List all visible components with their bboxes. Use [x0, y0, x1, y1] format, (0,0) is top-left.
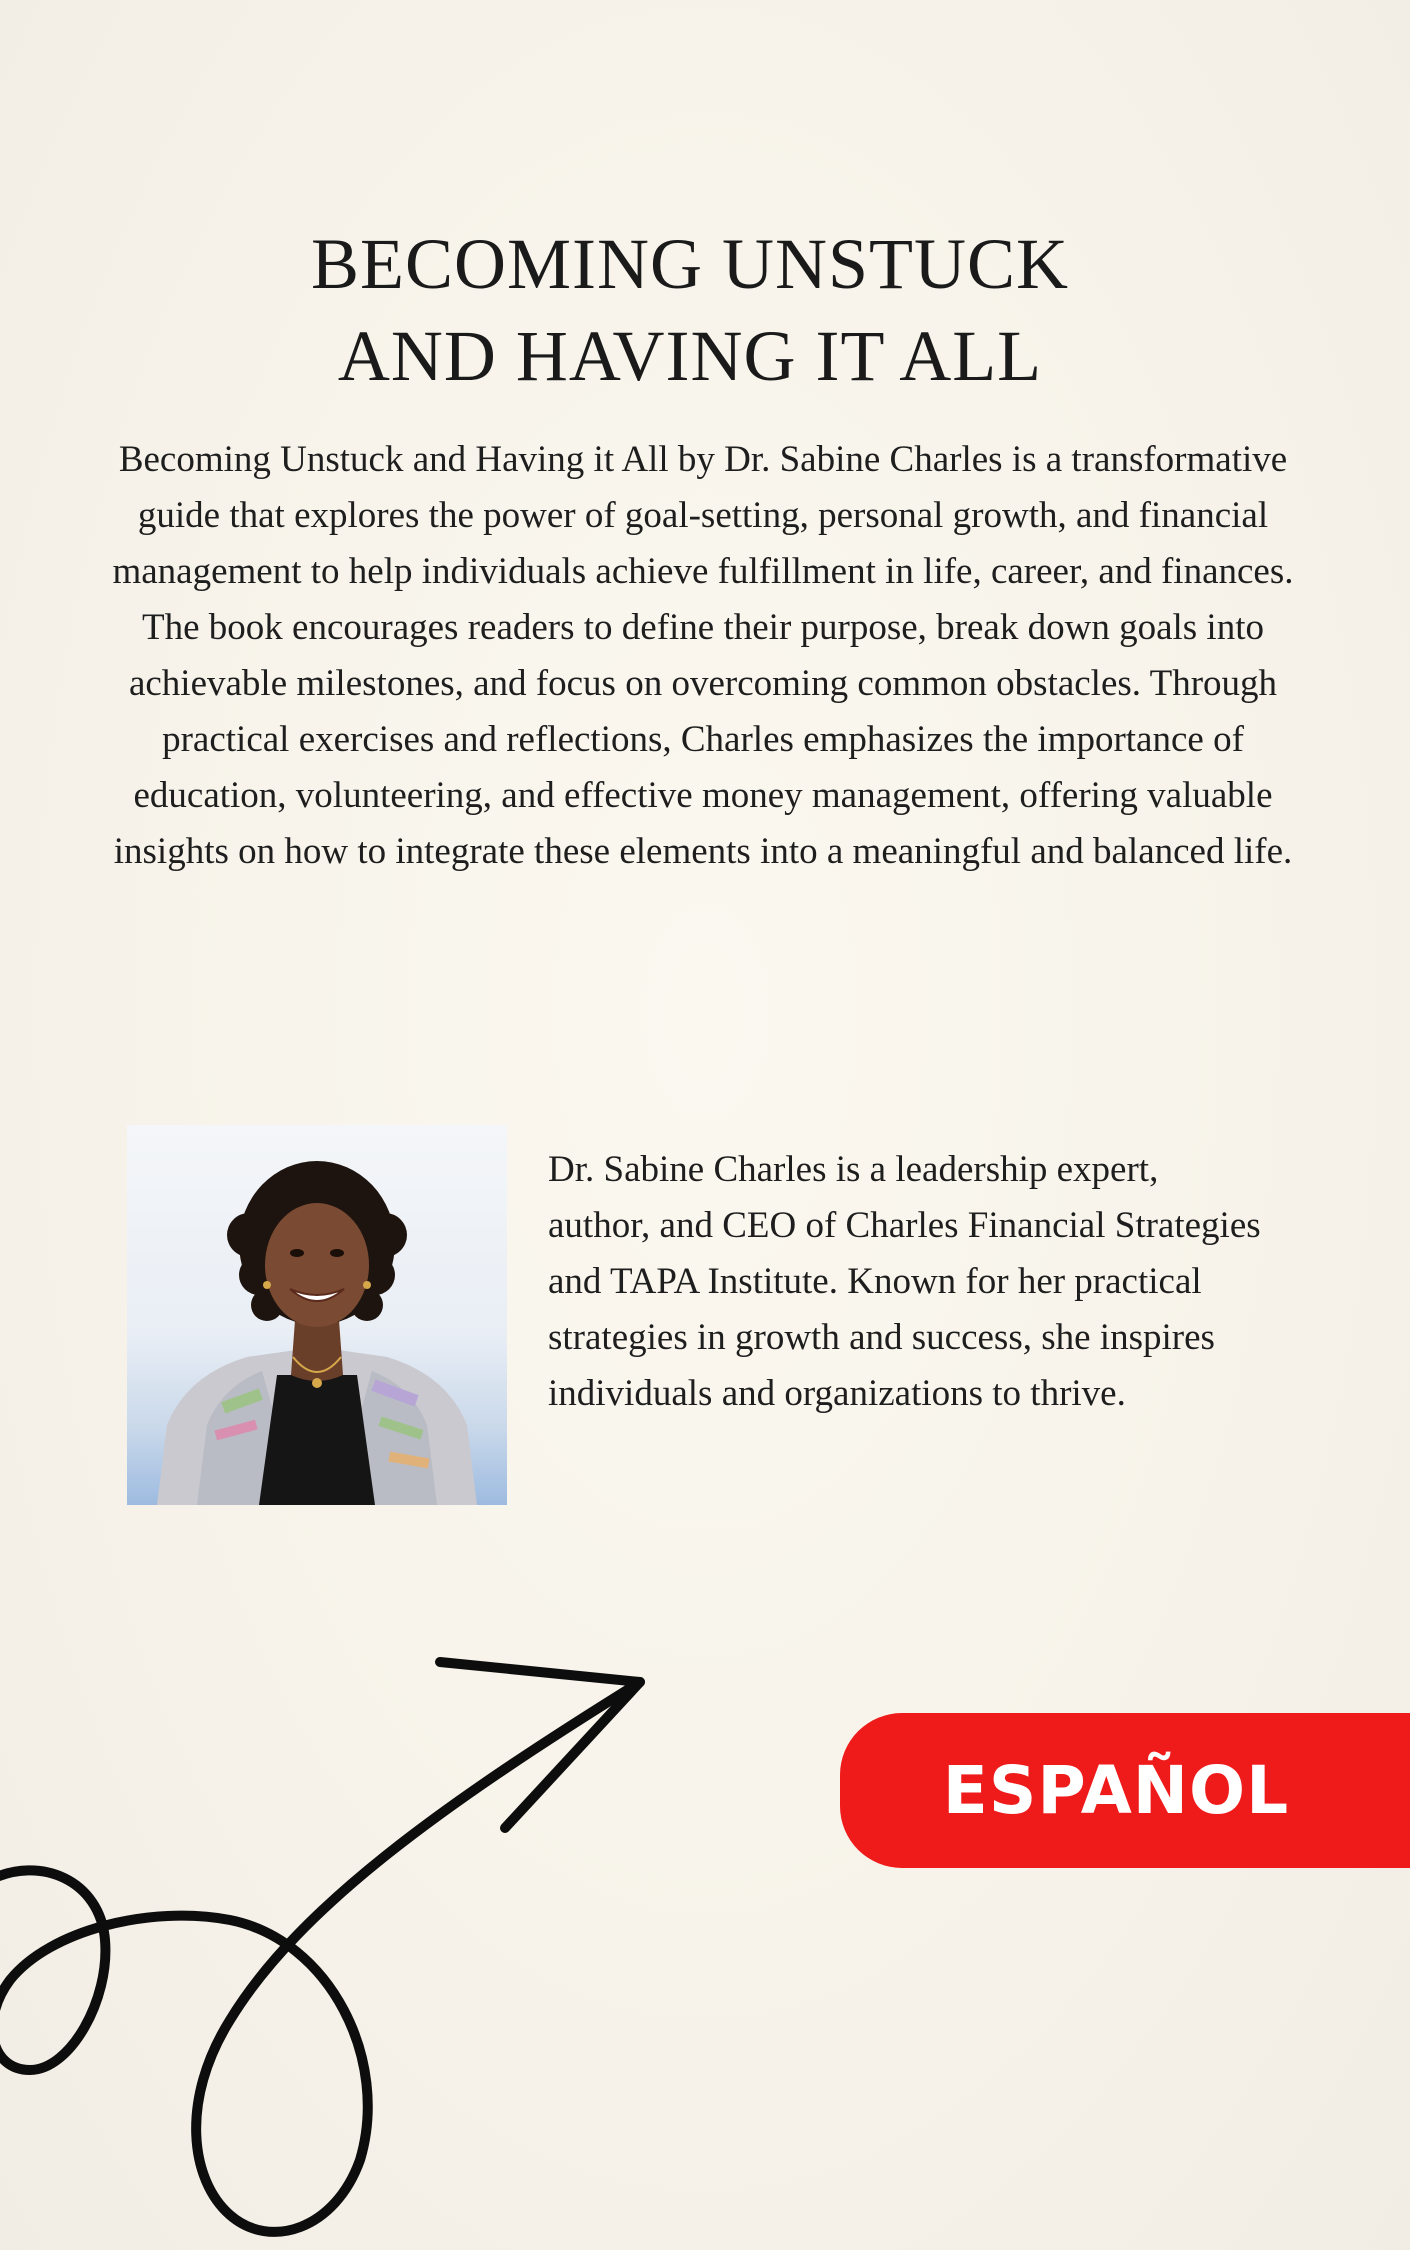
- author-photo: [127, 1125, 507, 1505]
- book-title: [0, 218, 1380, 402]
- looped-arrow-icon: [0, 1640, 700, 2250]
- book-title-line-2: AND HAVING IT ALL: [337, 316, 1043, 396]
- author-portrait-icon: [127, 1125, 507, 1505]
- book-title-line-1: BECOMING UNSTUCK: [310, 224, 1070, 304]
- book-description: Becoming Unstuck and Having it All by Dr. Sabine Charles is a transformative guide that explores the power of goal-setting, personal growth, and financial management to help individuals achieve fulfillment in life, career, and finances. The book encourages readers to define their purpose, break down goals into achievable milestones, and focus on overcoming common obstacles. Through practical exercises and reflections, Charles emphasizes the importance of education, volunteering, and effective money management, offering valuable insights on how to integrate these elements into a meaningful and balanced life.: [112, 439, 1294, 872]
- author-bio: Dr. Sabine Charles is a leadership expert, author, and CEO of Charles Financial Strategies and TAPA Institute. Known for her practical strategies in growth and success, she inspires individuals and organizations to thrive.: [548, 1149, 1261, 1414]
- espanol-button[interactable]: ESPAÑOL: [840, 1713, 1410, 1868]
